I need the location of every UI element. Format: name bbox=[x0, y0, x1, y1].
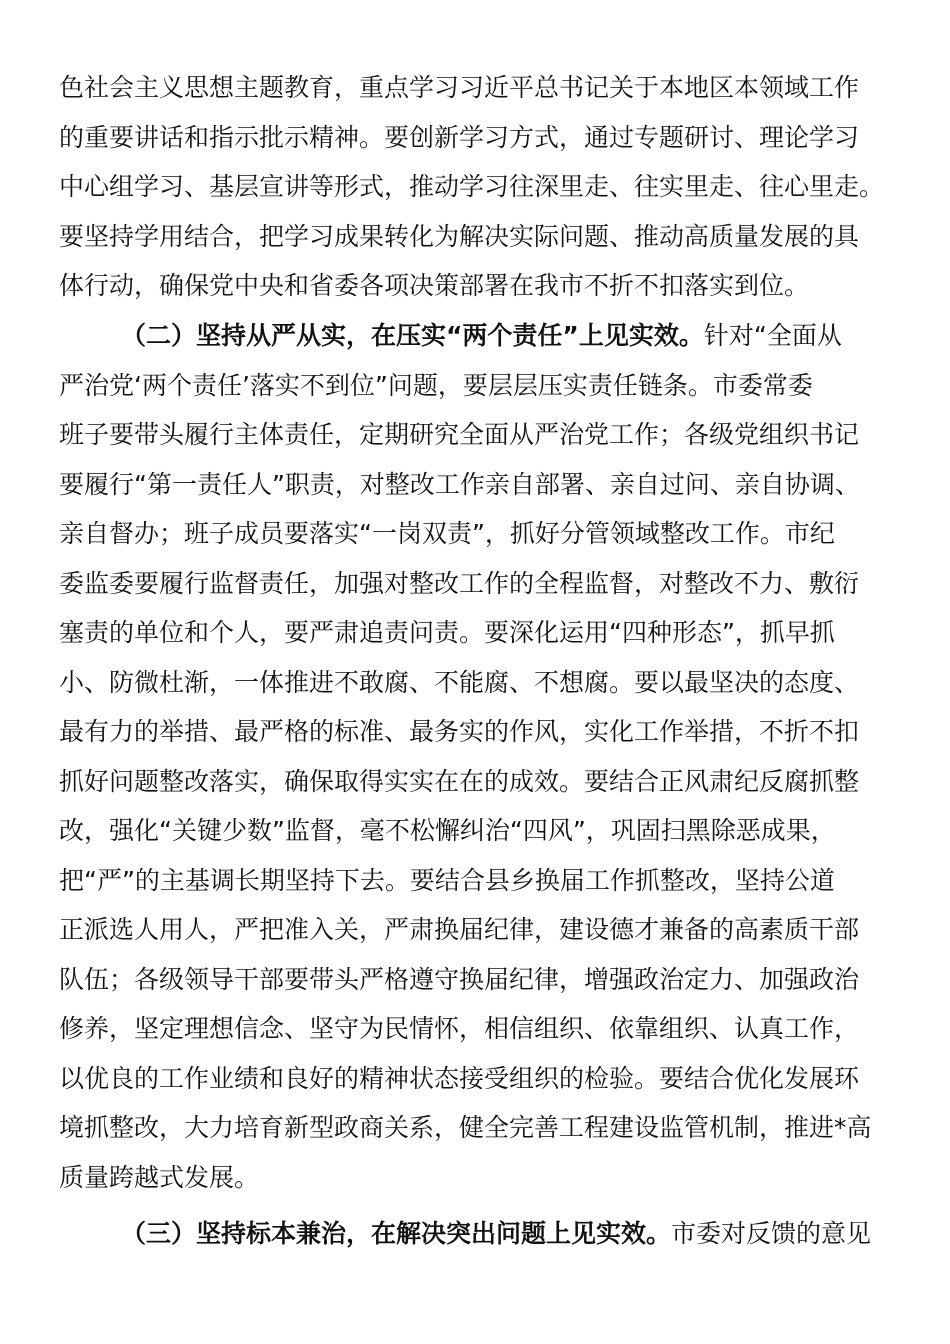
section-3-first-line-rest: 市委对反馈的意见 bbox=[671, 1219, 872, 1248]
text-line: 以优良的工作业绩和良好的精神状态接受组织的检验。要结合优化发展环 bbox=[59, 1064, 860, 1093]
section-2-first-line bbox=[121, 318, 842, 354]
text-line: 队伍；各级领导干部要带头严格遵守换届纪律，增强政治定力、加强政治 bbox=[59, 965, 860, 994]
section-3-first-line bbox=[121, 1216, 871, 1252]
text-line: 境抓整改，大力培育新型政商关系，健全完善工程建设监管机制，推进*高 bbox=[59, 1113, 872, 1142]
text-line: 委监委要履行监督责任，加强对整改工作的全程监督，对整改不力、敷衍 bbox=[59, 569, 860, 598]
text-line: 中心组学习、基层宣讲等形式，推动学习往深里走、往实里走、往心里走。 bbox=[59, 172, 885, 201]
text-line: 正派选人用人，严把准入关，严肃换届纪律，建设德才兼备的高素质干部 bbox=[59, 915, 860, 944]
text-line: 最有力的举措、最严格的标准、最务实的作风，实化工作举措，不折不扣 bbox=[59, 717, 860, 746]
text-line: 要履行“第一责任人”职责，对整改工作亲自部署、亲自过问、亲自协调、 bbox=[59, 470, 860, 499]
section-2-first-line-rest: 针对“全面从 bbox=[703, 321, 842, 350]
text-line: 体行动，确保党中央和省委各项决策部署在我市不折不扣落实到位。 bbox=[59, 271, 810, 300]
text-line: 修养，坚定理想信念、坚守为民情怀，相信组织、依靠组织、认真工作， bbox=[59, 1014, 860, 1043]
text-line: 抓好问题整改落实，确保取得实实在在的成效。要结合正风肃纪反腐抓整 bbox=[59, 767, 860, 796]
text-line: 塞责的单位和个人，要严肃追责问责。要深化运用“四种形态”，抓早抓 bbox=[59, 618, 835, 647]
section-2-heading: （二）坚持从严从实，在压实“两个责任”上见实效。 bbox=[121, 321, 704, 350]
text-line: 把“严”的主基调长期坚持下去。要结合县乡换届工作抓整改，坚持公道 bbox=[59, 866, 835, 895]
text-line: 改，强化“关键少数”监督，毫不松懈纠治“四风”，巩固扫黑除恶成果， bbox=[59, 816, 836, 845]
text-line: 色社会主义思想主题教育，重点学习习近平总书记关于本地区本领域工作 bbox=[59, 73, 860, 102]
text-line: 的重要讲话和指示批示精神。要创新学习方式，通过专题研讨、理论学习 bbox=[59, 123, 860, 152]
text-line: 班子要带头履行主体责任，定期研究全面从严治党工作；各级党组织书记 bbox=[59, 420, 860, 449]
section-3-heading: （三）坚持标本兼治，在解决突出问题上见实效。 bbox=[121, 1219, 672, 1248]
text-line: 严治党‘两个责任’落实不到位”问题，要层层压实责任链条。市委常委 bbox=[59, 371, 813, 400]
text-line: 小、防微杜渐，一体推进不敢腐、不能腐、不想腐。要以最坚决的态度、 bbox=[59, 668, 860, 697]
text-line: 要坚持学用结合，把学习成果转化为解决实际问题、推动高质量发展的具 bbox=[59, 222, 860, 251]
text-line: 亲自督办；班子成员要落实“一岗双责”，抓好分管领域整改工作。市纪 bbox=[59, 519, 835, 548]
text-line: 质量跨越式发展。 bbox=[59, 1163, 260, 1192]
